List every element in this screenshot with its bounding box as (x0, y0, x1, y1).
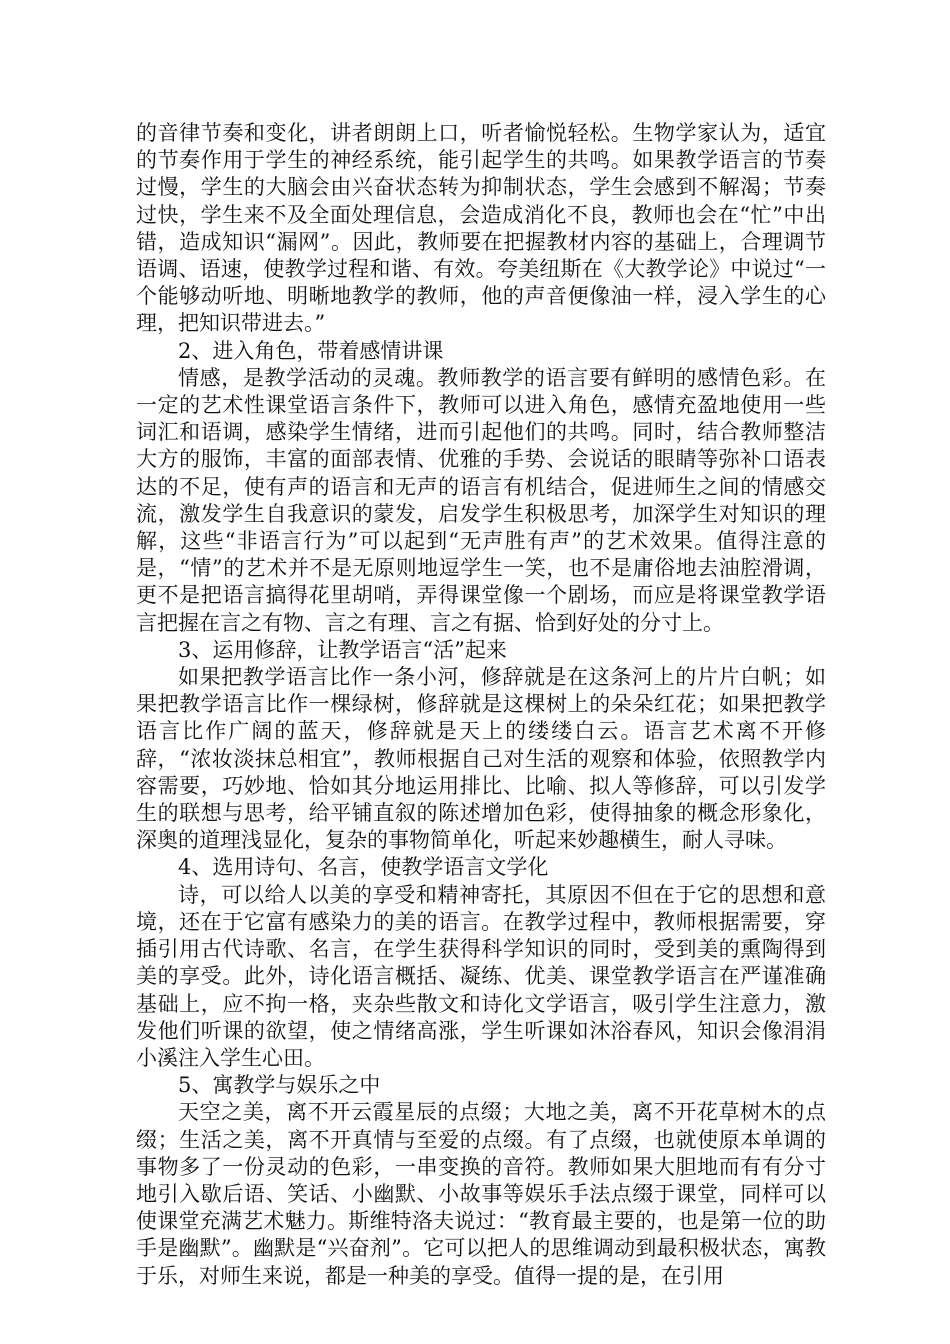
paragraph-poetry: 诗，可以给人以美的享受和精神寄托，其原因不但在于它的思想和意境，还在于它富有感染力的美的语言。在教学过程中，教师根据需要，穿插引用古代诗歌、名言，在学生获得科学知识的同时，受到美的熏陶得到美的享受。此外，诗化语言概括、凝练、优美、课堂教学语言在严谨准确基础上，应不拘一格，夹杂些散文和诗化文学语言，吸引学生注意力，激发他们听课的欲望，使之情绪高涨，学生听课如沐浴春风，知识会像涓涓小溪注入学生心田。 (136, 882, 826, 1070)
paragraph-entertainment: 天空之美，离不开云霞星辰的点缀；大地之美，离不开花草树木的点缀；生活之美，离不开真情与至爱的点缀。有了点缀，也就使原本单调的事物多了一份灵动的色彩，一串变换的音符。教师如果大胆地而有有分寸地引入歇后语、笑话、小幽默、小故事等娱乐手法点缀于课堂，同样可以使课堂充满艺术魅力。斯维特洛夫说过：“教育最主要的，也是第一位的助手是幽默”。幽默是“兴奋剂”。它可以把人的思维调动到最积极状态，寓教于乐，对师生来说，都是一种美的享受。值得一提的是，在引用 (136, 1100, 826, 1288)
paragraph-rhythm-continued: 的音律节奏和变化，讲者朗朗上口，听者愉悦轻松。生物学家认为，适宜的节奏作用于学生的神经系统，能引起学生的共鸣。如果教学语言的节奏过慢，学生的大脑会由兴奋状态转为抑制状态，学生会感到不解渴；节奏过快，学生来不及全面处理信息，会造成消化不良，教师也会在“忙”中出错，造成知识“漏网”。因此，教师要在把握教材内容的基础上，合理调节语调、语速，使教学过程和谐、有效。夸美纽斯在《大教学论》中说过“一个能够动听地、明晰地教学的教师，他的声音便像油一样，浸入学生的心理，把知识带进去。” (136, 121, 826, 336)
section-heading-4: 4、选用诗句、名言，使教学语言文学化 (178, 855, 549, 880)
paragraph-emotion: 情感，是教学活动的灵魂。教师教学的语言要有鲜明的感情色彩。在一定的艺术性课堂语言条件下，教师可以进入角色，感情充盈地使用一些词汇和语调，感染学生情绪，进而引起他们的共鸣。同时，结合教师整洁大方的服饰，丰富的面部表情、优雅的手势、会说话的眼睛等弥补口语表达的不足，使有声的语言和无声的语言有机结合，促进师生之间的情感交流，激发学生自我意识的蒙发，启发学生积极思考，加深学生对知识的理解，这些“非语言行为”可以起到“无声胜有声”的艺术效果。值得注意的是，“情”的艺术并不是无原则地逗学生一笑，也不是庸俗地去油腔滑调，更不是把语言搞得花里胡哨，弄得课堂像一个剧场，而应是将课堂教学语言把握在言之有物、言之有理、言之有据、恰到好处的分寸上。 (136, 365, 826, 635)
section-heading-5: 5、寓教学与娱乐之中 (178, 1073, 381, 1098)
paragraph-rhetoric: 如果把教学语言比作一条小河，修辞就是在这条河上的片片白帆；如果把教学语言比作一棵绿树，修辞就是这棵树上的朵朵红花；如果把教学语言比作广阔的蓝天，修辞就是天上的缕缕白云。语言艺术离不开修辞，“浓妆淡抹总相宜”，教师根据自己对生活的观察和体验，依照教学内容需要，巧妙地、恰如其分地运用排比、比喻、拟人等修辞，可以引发学生的联想与思考，给平铺直叙的陈述增加色彩，使得抽象的概念形象化，深奥的道理浅显化，复杂的事物简单化，听起来妙趣横生，耐人寻味。 (136, 665, 826, 853)
section-heading-3: 3、运用修辞，让教学语言“活”起来 (178, 637, 507, 662)
section-heading-2: 2、进入角色，带着感情讲课 (178, 338, 444, 363)
document-body (136, 120, 826, 1290)
